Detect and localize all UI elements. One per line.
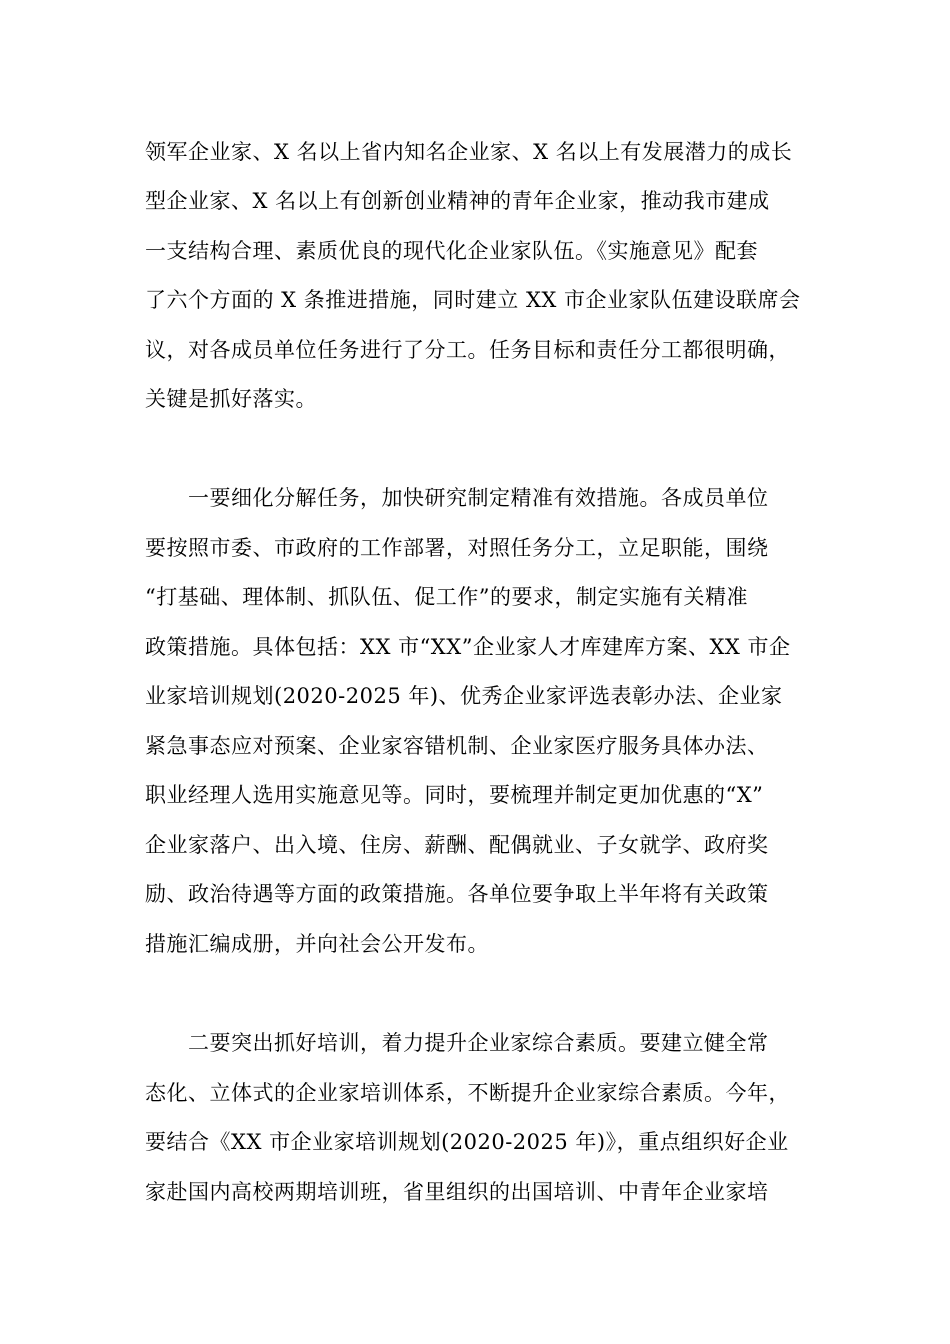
text-line: 二要突出抓好培训，着力提升企业家综合素质。要建立健全常 bbox=[188, 1031, 769, 1055]
text-line: 领军企业家、X 名以上省内知名企业家、X 名以上有发展潜力的成长 bbox=[145, 140, 793, 164]
text-line: 紧急事态应对预案、企业家容错机制、企业家医疗服务具体办法、 bbox=[145, 734, 769, 758]
text-line: 企业家落户、出入境、住房、薪酬、配偶就业、子女就学、政府奖 bbox=[145, 833, 769, 857]
text-line: 业家培训规划(2020-2025 年)、优秀企业家评选表彰办法、企业家 bbox=[145, 684, 783, 708]
text-line: “打基础、理体制、抓队伍、促工作”的要求，制定实施有关精准 bbox=[145, 585, 748, 609]
text-line: 职业经理人选用实施意见等。同时，要梳理并制定更加优惠的“X” bbox=[145, 783, 764, 807]
text-line: 励、政治待遇等方面的政策措施。各单位要争取上半年将有关政策 bbox=[145, 882, 769, 906]
text-line: 了六个方面的 X 条推进措施，同时建立 XX 市企业家队伍建设联席会 bbox=[145, 288, 801, 312]
text-line: 关键是抓好落实。 bbox=[145, 387, 317, 411]
text-line: 政策措施。具体包括：XX 市“XX”企业家人才库建库方案、XX 市企 bbox=[145, 635, 791, 659]
text-line: 态化、立体式的企业家培训体系，不断提升企业家综合素质。今年， bbox=[145, 1081, 790, 1105]
text-line: 家赴国内高校两期培训班，省里组织的出国培训、中青年企业家培 bbox=[145, 1180, 769, 1204]
text-line: 要结合《XX 市企业家培训规划(2020-2025 年)》，重点组织好企业 bbox=[145, 1130, 789, 1154]
text-line: 一支结构合理、素质优良的现代化企业家队伍。《实施意见》配套 bbox=[145, 239, 758, 263]
text-line: 一要细化分解任务，加快研究制定精准有效措施。各成员单位 bbox=[188, 486, 769, 510]
text-line: 措施汇编成册，并向社会公开发布。 bbox=[145, 932, 489, 956]
text-line: 议，对各成员单位任务进行了分工。任务目标和责任分工都很明确， bbox=[145, 338, 790, 362]
text-line: 要按照市委、市政府的工作部署，对照任务分工，立足职能，围绕 bbox=[145, 536, 769, 560]
text-line: 型企业家、X 名以上有创新创业精神的青年企业家，推动我市建成 bbox=[145, 189, 770, 213]
